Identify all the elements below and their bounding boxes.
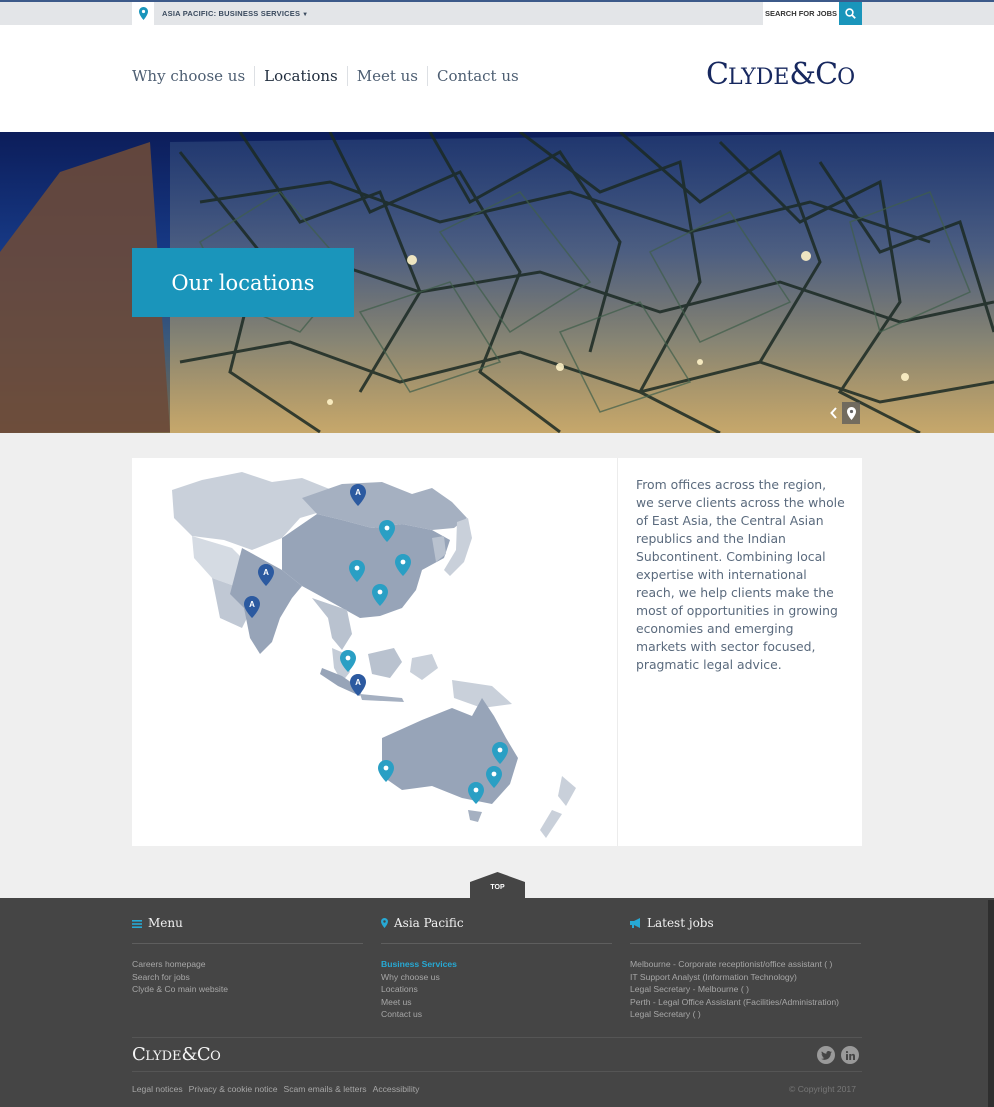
footer-job-link[interactable]: Legal Secretary ( ) — [630, 1009, 701, 1020]
footer-link-careers-homepage[interactable]: Careers homepage — [132, 959, 206, 969]
main-nav — [132, 66, 528, 86]
site-header — [0, 25, 994, 132]
legal-notices-link[interactable]: Legal notices — [132, 1084, 183, 1094]
footer-link-search-jobs[interactable]: Search for jobs — [132, 971, 190, 982]
location-pin-icon — [381, 913, 388, 932]
footer-link-contact-us[interactable]: Contact us — [381, 1009, 423, 1020]
locations-card — [132, 458, 862, 846]
footer-menu-links — [132, 958, 363, 996]
footer-divider — [132, 1071, 862, 1072]
privacy-cookie-link[interactable]: Privacy & cookie notice — [188, 1084, 278, 1094]
top-utility-bar — [0, 0, 994, 25]
footer-jobs-column — [630, 914, 861, 1021]
pin-letter: A — [355, 488, 361, 497]
copyright-text: © Copyright 2017 — [788, 1084, 856, 1094]
footer-clyde-co-logo[interactable]: CLYDE&CO — [132, 1044, 221, 1065]
footer-link-business-services[interactable]: Business Services — [381, 959, 457, 969]
search-jobs[interactable] — [763, 2, 862, 25]
twitter-icon[interactable] — [817, 1046, 835, 1064]
location-pin-icon[interactable] — [842, 402, 860, 424]
caret-down-icon: ▼ — [302, 12, 309, 18]
footer-jobs-title: Latest jobs — [647, 915, 714, 930]
back-to-top-label: TOP — [490, 884, 505, 891]
locations-intro-text: From offices across the region, we serve clients across the whole of East Asia, the Central Asian republics and the Indian Subcontinent. Combining local expertise with international reach, we help clients make the most of opportunities in growing economies and emerging markets with sector focused, pragmatic legal advice. — [636, 477, 845, 672]
page-scrollbar[interactable] — [988, 900, 994, 1107]
footer-menu-title: Menu — [148, 915, 183, 930]
footer-menu-heading — [132, 914, 363, 944]
footer-divider — [132, 1037, 862, 1038]
chevron-left-icon[interactable] — [825, 402, 843, 424]
footer-link-main-website[interactable]: Clyde & Co main website — [132, 984, 229, 995]
footer-link-why-choose-us[interactable]: Why choose us — [381, 971, 440, 982]
footer-job-link[interactable]: Melbourne - Corporate receptionist/office assistant ( ) — [630, 959, 833, 969]
site-footer — [0, 898, 994, 1107]
hero-banner — [0, 132, 994, 433]
pin-letter: A — [355, 678, 361, 687]
search-jobs-button[interactable]: SEARCH FOR JOBS — [763, 2, 839, 25]
pin-letter: A — [263, 568, 269, 577]
footer-job-link[interactable]: Legal Secretary - Melbourne ( ) — [630, 984, 749, 995]
pin-letter: A — [249, 600, 255, 609]
linkedin-icon[interactable] — [841, 1046, 859, 1064]
accessibility-link[interactable]: Accessibility — [372, 1084, 420, 1094]
legal-links — [132, 1084, 425, 1094]
footer-menu-column — [132, 914, 363, 996]
hero-title: Our locations — [132, 248, 354, 317]
nav-why-choose-us[interactable]: Why choose us — [132, 67, 246, 85]
nav-contact-us[interactable]: Contact us — [427, 66, 528, 86]
megaphone-icon — [630, 913, 641, 932]
region-selector[interactable] — [132, 2, 308, 25]
footer-jobs-links — [630, 958, 861, 1021]
region-label[interactable]: ASIA PACIFIC: BUSINESS SERVICES ▼ — [162, 9, 309, 18]
footer-jobs-heading — [630, 914, 861, 944]
footer-region-title: Asia Pacific — [394, 915, 464, 930]
clyde-co-logo[interactable]: CLYDE&CO — [706, 57, 856, 92]
asia-pacific-map — [132, 458, 618, 846]
search-icon[interactable] — [839, 2, 862, 25]
footer-region-column — [381, 914, 612, 1021]
footer-job-link[interactable]: Perth - Legal Office Assistant (Facilities/Administration) — [630, 996, 840, 1007]
footer-link-locations[interactable]: Locations — [381, 984, 418, 995]
footer-link-meet-us[interactable]: Meet us — [381, 996, 412, 1007]
location-pin-icon — [132, 2, 154, 25]
footer-job-link[interactable]: IT Support Analyst (Information Technology) — [630, 971, 797, 982]
nav-locations[interactable]: Locations — [254, 66, 347, 86]
nav-meet-us[interactable]: Meet us — [347, 66, 427, 86]
footer-region-links — [381, 958, 612, 1021]
scam-emails-link[interactable]: Scam emails & letters — [283, 1084, 367, 1094]
menu-icon — [132, 913, 142, 932]
back-to-top-button[interactable] — [470, 872, 525, 899]
footer-region-heading — [381, 914, 612, 944]
